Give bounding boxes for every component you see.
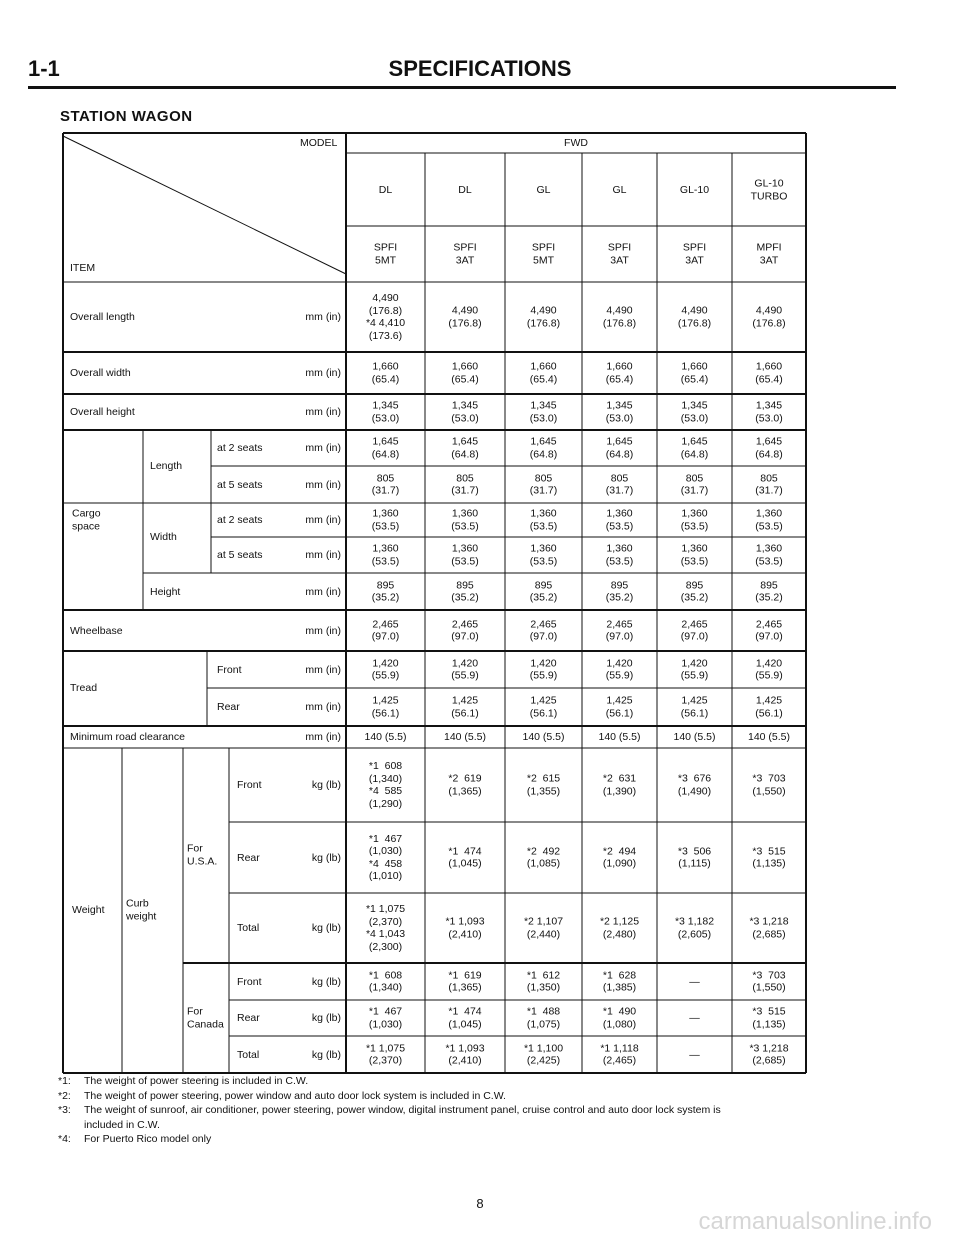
spec-value: 140 (5.5) (522, 730, 565, 743)
spec-value: 4,490 (176.8) (677, 304, 712, 329)
spec-value: 1,420 (55.9) (605, 657, 634, 682)
row-unit: mm (in) (305, 663, 341, 676)
row-unit: mm (in) (305, 701, 341, 713)
spec-value: 805 (31.7) (371, 472, 400, 497)
spec-value: 1,360 (53.5) (755, 507, 783, 532)
model-name: GL-10 TURBO (750, 177, 788, 202)
row-sublabel: Front (237, 975, 262, 988)
spec-value: *1 619 (1,365) (448, 969, 482, 994)
spec-value: *1 608 (1,340) (368, 969, 403, 994)
footnote-text: The weight of power steering, power window and auto door lock system is included in C.W. (84, 1089, 506, 1102)
model-name: GL (612, 183, 627, 196)
model-spec: SPFI 3AT (453, 241, 477, 266)
spec-value: *1 1,100 (2,425) (523, 1042, 564, 1067)
spec-value: *3 703 (1,550) (752, 772, 786, 797)
spec-value: 805 (31.7) (755, 472, 783, 497)
spec-value: *1 628 (1,385) (602, 969, 637, 994)
row-sublabel: at 5 seats (217, 478, 263, 491)
row-unit: mm (in) (305, 624, 341, 637)
spec-value: *3 506 (1,115) (677, 845, 712, 870)
spec-value: 1,420 (55.9) (371, 657, 400, 682)
spec-value: 1,420 (55.9) (755, 657, 783, 682)
row-label: Overall width (70, 366, 131, 379)
spec-value: — (689, 1011, 700, 1024)
spec-value: 895 (35.2) (680, 579, 709, 604)
spec-value: 4,490 (176.8) (752, 304, 786, 329)
row-unit: kg (lb) (311, 922, 341, 934)
spec-value: 1,360 (53.5) (605, 507, 634, 532)
footnote-2 (58, 1089, 721, 1104)
spec-value: *1 467 (1,030) (368, 1005, 403, 1030)
spec-value: 1,360 (53.5) (529, 507, 558, 532)
spec-value: 2,465 (97.0) (605, 618, 634, 643)
spec-value: 1,345 (53.0) (605, 399, 634, 424)
footnote-text: For Puerto Rico model only (84, 1133, 212, 1145)
row-unit: mm (in) (305, 731, 341, 743)
spec-value: 1,645 (64.8) (680, 435, 709, 460)
spec-value: *1 1,093 (2,410) (445, 915, 485, 940)
item-label: ITEM (70, 261, 96, 274)
row-unit: mm (in) (305, 514, 341, 526)
spec-value: 4,490 (176.8) (602, 304, 637, 329)
cargo-label: Cargo space (72, 507, 101, 532)
spec-value: 1,425 (56.1) (605, 694, 634, 719)
spec-value: 895 (35.2) (529, 579, 558, 604)
spec-value: *2 1,125 (2,480) (599, 915, 640, 940)
spec-value: *1 474 (1,045) (448, 1005, 482, 1030)
spec-value: — (689, 1048, 700, 1061)
row-sublabel: at 2 seats (217, 513, 263, 526)
spec-value: 1,645 (64.8) (755, 435, 783, 460)
curb-label: Curb weight (126, 897, 157, 922)
length-label: Length (150, 459, 183, 472)
footnote-4 (58, 1132, 721, 1147)
row-sublabel: Total (237, 921, 260, 934)
spec-value: *2 619 (1,365) (448, 772, 482, 797)
spec-value: 805 (31.7) (680, 472, 709, 497)
row-unit: kg (lb) (311, 779, 341, 791)
model-name: DL (458, 183, 472, 196)
spec-value: 2,465 (97.0) (371, 618, 400, 643)
spec-value: *3 515 (1,135) (752, 1005, 786, 1030)
row-sublabel: at 5 seats (217, 548, 263, 561)
spec-value: *1 474 (1,045) (448, 845, 482, 870)
footnote-text: The weight of power steering is included in C.W. (84, 1075, 309, 1087)
spec-value: *1 1,093 (2,410) (445, 1042, 485, 1067)
spec-value: 1,425 (56.1) (371, 694, 400, 719)
spec-value: 1,645 (64.8) (451, 435, 479, 460)
spec-value: 2,465 (97.0) (529, 618, 558, 643)
usa-label: For U.S.A. (187, 842, 218, 867)
spec-value: 140 (5.5) (673, 730, 716, 743)
spec-value: *3 1,182 (2,605) (674, 915, 715, 940)
row-sublabel: Front (237, 778, 262, 791)
spec-value: 1,420 (55.9) (529, 657, 558, 682)
row-label: Overall length (70, 310, 135, 323)
footnotes (58, 1074, 721, 1147)
spec-value: 2,465 (97.0) (451, 618, 479, 643)
spec-value: 2,465 (97.0) (755, 618, 783, 643)
row-sublabel: Rear (217, 700, 240, 713)
spec-value: *3 515 (1,135) (752, 845, 786, 870)
model-spec: SPFI 5MT (531, 241, 556, 266)
spec-value: *1 608 (1,340) *4 585 (1,290) (368, 760, 403, 810)
spec-value: 4,490 (176.8) *4 4,410 (173.6) (365, 292, 406, 342)
spec-value: 1,660 (65.4) (605, 360, 634, 385)
model-name: GL-10 (679, 183, 710, 196)
footnote-key: *1: (58, 1075, 71, 1087)
spec-value: *1 467 (1,030) *4 458 (1,010) (368, 832, 403, 882)
footnote-text: The weight of sunroof, air conditioner, power steering, power window, digital instrument panel, cruise control and auto door lock system is included in C.W. (84, 1104, 721, 1131)
spec-value: 4,490 (176.8) (526, 304, 561, 329)
spec-value: 1,660 (65.4) (755, 360, 783, 385)
footnote-1 (58, 1074, 721, 1089)
spec-value: 140 (5.5) (747, 730, 791, 743)
row-unit: mm (in) (305, 478, 341, 491)
model-name: GL (536, 183, 551, 196)
row-unit: kg (lb) (311, 975, 341, 988)
spec-value: 1,345 (53.0) (755, 399, 783, 424)
row-unit: kg (lb) (311, 1012, 341, 1024)
spec-value: *2 492 (1,085) (526, 845, 561, 870)
spec-value: *2 1,107 (2,440) (523, 915, 564, 940)
spec-value: *3 676 (1,490) (677, 772, 712, 797)
row-unit: mm (in) (305, 406, 341, 418)
spec-value: *1 490 (1,080) (602, 1005, 637, 1030)
row-unit: mm (in) (305, 442, 341, 454)
spec-value: *3 1,218 (2,685) (749, 1042, 789, 1067)
spec-value: 140 (5.5) (443, 730, 487, 743)
spec-value: *3 703 (1,550) (752, 969, 786, 994)
spec-value: 1,345 (53.0) (529, 399, 558, 424)
spec-value: *3 1,218 (2,685) (749, 915, 789, 940)
spec-value: *1 488 (1,075) (526, 1005, 561, 1030)
spec-value: 1,345 (53.0) (451, 399, 479, 424)
section-number: 1-1 (28, 56, 60, 81)
spec-value: 1,660 (65.4) (680, 360, 709, 385)
spec-value: 4,490 (176.8) (448, 304, 482, 329)
footnote-key: *4: (58, 1133, 71, 1145)
model-spec: SPFI 3AT (682, 241, 707, 266)
spec-value: 2,465 (97.0) (680, 618, 709, 643)
spec-value: 1,645 (64.8) (529, 435, 558, 460)
row-sublabel: at 2 seats (217, 441, 263, 454)
footnote-3 (58, 1103, 721, 1132)
footnote-key: *3: (58, 1104, 71, 1116)
row-sublabel: Rear (237, 1011, 260, 1024)
spec-value: 1,360 (53.5) (529, 542, 558, 567)
spec-value: 805 (31.7) (529, 472, 558, 497)
spec-value: 1,360 (53.5) (451, 507, 479, 532)
fwd-header: FWD (564, 136, 588, 149)
watermark: carmanualsonline.info (698, 1208, 932, 1235)
spec-value: 1,360 (53.5) (755, 542, 783, 567)
spec-value: *2 631 (1,390) (602, 772, 637, 797)
spec-value: 1,425 (56.1) (680, 694, 709, 719)
tread-label: Tread (70, 681, 98, 694)
spec-value: 805 (31.7) (605, 472, 634, 497)
spec-value: 805 (31.7) (451, 472, 479, 497)
spec-value: 1,425 (56.1) (755, 694, 783, 719)
spec-value: 1,420 (55.9) (680, 657, 709, 682)
footnote-key: *2: (58, 1089, 71, 1102)
row-sublabel: Front (217, 663, 242, 676)
row-unit: mm (in) (305, 585, 341, 598)
spec-value: 1,645 (64.8) (371, 435, 400, 460)
canada-label: For Canada (187, 1005, 224, 1030)
width-label: Width (150, 530, 177, 543)
row-unit: mm (in) (305, 549, 341, 561)
spec-value: *2 615 (1,355) (526, 772, 561, 797)
row-unit: kg (lb) (311, 851, 341, 864)
model-name: DL (378, 183, 393, 196)
spec-value: 1,660 (65.4) (371, 360, 400, 385)
spec-value: 1,345 (53.0) (680, 399, 709, 424)
row-sublabel: Rear (237, 851, 260, 864)
spec-value: 1,660 (65.4) (451, 360, 479, 385)
model-label: MODEL (300, 136, 338, 149)
spec-value: 1,425 (56.1) (529, 694, 558, 719)
spec-value: *2 494 (1,090) (602, 845, 637, 870)
spec-value: 1,360 (53.5) (371, 542, 400, 567)
row-unit: kg (lb) (311, 1048, 341, 1061)
spec-value: *1 1,118 (2,465) (600, 1042, 639, 1067)
spec-value: — (689, 975, 700, 988)
row-label: Height (150, 585, 181, 598)
row-label: Wheelbase (70, 624, 123, 637)
row-label: Overall height (70, 405, 135, 418)
spec-value: 1,360 (53.5) (605, 542, 634, 567)
corner-diagonal (63, 136, 346, 274)
spec-value: 895 (35.2) (371, 579, 400, 604)
spec-value: 1,360 (53.5) (451, 542, 479, 567)
spec-value: 1,645 (64.8) (605, 435, 634, 460)
spec-value: 1,345 (53.0) (371, 399, 400, 424)
spec-value: 1,425 (56.1) (451, 694, 479, 719)
spec-value: 895 (35.2) (605, 579, 634, 604)
spec-value: 1,360 (53.5) (680, 542, 709, 567)
spec-value: 895 (35.2) (451, 579, 479, 604)
page-title: SPECIFICATIONS (388, 56, 572, 81)
spec-value: 1,360 (53.5) (680, 507, 709, 532)
spec-value: 895 (35.2) (755, 579, 783, 604)
row-label: Minimum road clearance (70, 730, 185, 743)
section-heading: STATION WAGON (60, 108, 193, 125)
spec-value: 140 (5.5) (598, 730, 641, 743)
weight-label: Weight (72, 903, 105, 916)
spec-value: 1,420 (55.9) (451, 657, 479, 682)
model-spec: SPFI 5MT (373, 241, 398, 266)
model-spec: SPFI 3AT (607, 241, 632, 266)
row-sublabel: Total (237, 1048, 260, 1061)
row-unit: mm (in) (305, 311, 341, 323)
model-spec: MPFI 3AT (756, 241, 782, 266)
page-number: 8 (476, 1196, 484, 1211)
spec-value: *1 1,075 (2,370) (365, 1042, 406, 1067)
spec-value: 1,660 (65.4) (529, 360, 558, 385)
spec-value: *1 612 (1,350) (526, 969, 561, 994)
spec-value: *1 1,075 (2,370) *4 1,043 (2,300) (365, 903, 406, 953)
row-unit: mm (in) (305, 367, 341, 379)
spec-value: 1,360 (53.5) (371, 507, 400, 532)
spec-value: 140 (5.5) (364, 730, 407, 743)
